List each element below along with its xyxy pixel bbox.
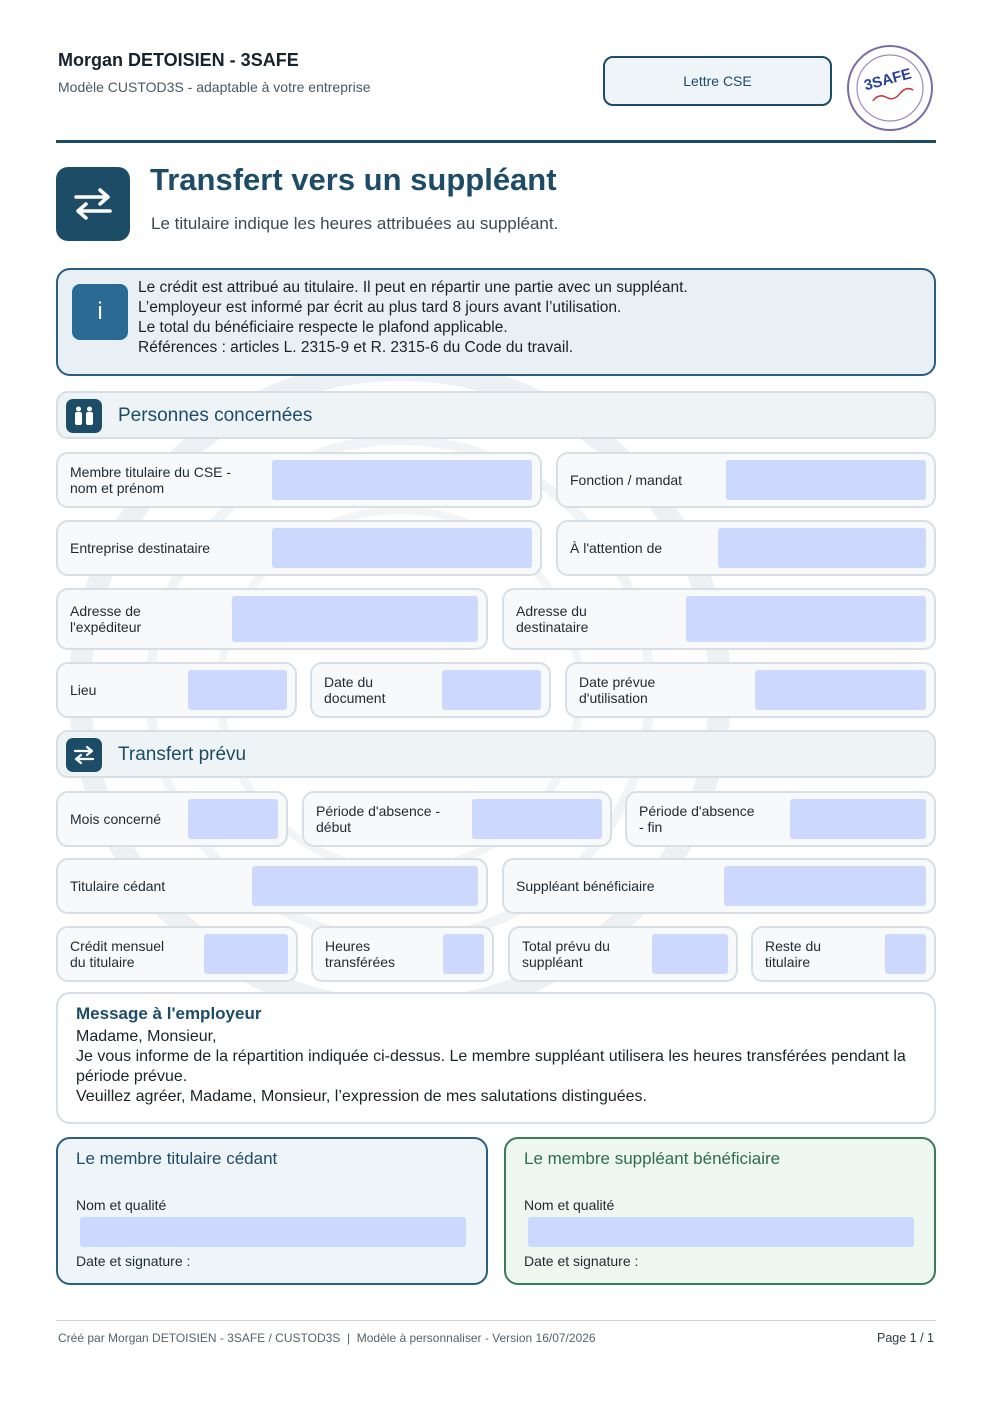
name-quality-label: Nom et qualité <box>524 1197 615 1213</box>
section-title: Personnes concernées <box>118 405 313 426</box>
suppleant-beneficiaire-input[interactable] <box>724 866 926 906</box>
info-line: Le total du bénéficiaire respecte le plafond applicable. <box>138 319 508 336</box>
titulaire-name-input[interactable] <box>272 460 532 500</box>
author-name: Morgan DETOISIEN - 3SAFE <box>58 50 299 70</box>
info-line: L’employeur est informé par écrit au plus tard 8 jours avant l’utilisation. <box>138 299 622 316</box>
credit-mensuel-input[interactable] <box>204 934 288 974</box>
people-icon <box>66 399 102 433</box>
field-label: Titulaire cédant <box>70 878 166 894</box>
field-adresse-expediteur <box>56 588 488 650</box>
date-signature-label: Date et signature : <box>524 1253 639 1269</box>
field-titulaire-cse <box>56 452 542 508</box>
info-line: Le crédit est attribué au titulaire. Il peut en répartir une partie avec un suppléant. <box>138 279 688 296</box>
field-periode-fin <box>625 791 936 847</box>
section-title: Transfert prévu <box>118 744 247 765</box>
page-subtitle: Le titulaire indique les heures attribuées au suppléant. <box>151 214 559 233</box>
page-number: Page 1 / 1 <box>877 1331 934 1345</box>
signature-suppleant <box>504 1137 936 1285</box>
date-document-input[interactable] <box>442 670 541 710</box>
company-stamp-logo <box>846 44 934 132</box>
name-quality-label: Nom et qualité <box>76 1197 167 1213</box>
field-heures-transferees <box>311 926 494 982</box>
field-label: Crédit mensuel du titulaire <box>70 938 165 970</box>
field-adresse-destinataire <box>502 588 936 650</box>
swap-arrows-icon <box>66 738 102 772</box>
field-label: Entreprise destinataire <box>70 540 211 556</box>
field-attention <box>556 520 936 576</box>
header <box>58 50 371 95</box>
fonction-input[interactable] <box>726 460 926 500</box>
message-body <box>76 1027 916 1107</box>
footer-divider <box>56 1320 936 1321</box>
lieu-input[interactable] <box>188 670 287 710</box>
date-utilisation-input[interactable] <box>755 670 926 710</box>
field-label: Adresse du destinataire <box>516 603 589 635</box>
periode-fin-input[interactable] <box>790 799 926 839</box>
field-periode-debut <box>302 791 612 847</box>
info-text <box>138 278 688 358</box>
titulaire-name-quality-input[interactable] <box>80 1217 466 1247</box>
field-fonction <box>556 452 936 508</box>
model-subtitle: Modèle CUSTOD3S - adaptable à votre entreprise <box>58 79 371 95</box>
field-credit-mensuel <box>56 926 298 982</box>
field-label: Période d'absence - début <box>316 803 441 835</box>
field-label: Date du document <box>324 674 386 706</box>
entreprise-input[interactable] <box>272 528 532 568</box>
info-box <box>56 268 936 376</box>
message-line: Veuillez agréer, Madame, Monsieur, l’expression de mes salutations distinguées. <box>76 1088 647 1105</box>
field-label: Date prévue d'utilisation <box>579 674 656 706</box>
field-reste-titulaire <box>751 926 936 982</box>
header-divider <box>56 140 936 143</box>
signature-titulaire <box>56 1137 488 1285</box>
field-label: Période d'absence - fin <box>639 803 755 835</box>
adresse-expediteur-input[interactable] <box>232 596 478 642</box>
field-total-prevu <box>508 926 738 982</box>
field-mois <box>56 791 288 847</box>
field-entreprise <box>56 520 542 576</box>
message-title: Message à l'employeur <box>76 1004 262 1023</box>
info-line: Références : articles L. 2315-9 et R. 2315-6 du Code du travail. <box>138 339 574 356</box>
stamp-text: 3SAFE <box>862 65 914 95</box>
field-label: Lieu <box>70 682 97 698</box>
field-suppleant-beneficiaire <box>502 858 936 914</box>
periode-debut-input[interactable] <box>472 799 602 839</box>
suppleant-name-quality-input[interactable] <box>528 1217 914 1247</box>
field-label: Adresse de l'expéditeur <box>70 603 142 635</box>
message-line: Madame, Monsieur, <box>76 1028 217 1045</box>
footer-credits: Créé par Morgan DETOISIEN - 3SAFE / CUSTOD3S | Modèle à personnaliser - Version 16/07/2026 <box>58 1331 596 1345</box>
signature-title: Le membre titulaire cédant <box>76 1149 278 1168</box>
swap-arrows-icon <box>56 167 130 241</box>
doc-type-badge: Lettre CSE <box>603 56 832 106</box>
message-line: Je vous informe de la répartition indiquée ci-dessus. Le membre suppléant utilisera les heures transférées pendant la période prévue. <box>76 1048 906 1085</box>
field-lieu <box>56 662 297 718</box>
employer-message <box>56 992 936 1124</box>
mois-input[interactable] <box>188 799 278 839</box>
section-transfer <box>56 730 936 778</box>
field-label: Membre titulaire du CSE - nom et prénom <box>70 464 232 496</box>
page-title: Transfert vers un suppléant <box>150 162 557 197</box>
adresse-destinataire-input[interactable] <box>686 596 926 642</box>
total-prevu-input[interactable] <box>652 934 728 974</box>
attention-input[interactable] <box>718 528 926 568</box>
info-icon: i <box>72 284 128 340</box>
titulaire-cedant-input[interactable] <box>252 866 478 906</box>
section-persons <box>56 391 936 439</box>
field-label: Total prévu du suppléant <box>522 938 610 970</box>
field-label: Mois concerné <box>70 811 162 827</box>
field-label: Fonction / mandat <box>570 472 683 488</box>
field-label: À l'attention de <box>570 540 663 556</box>
field-date-utilisation <box>565 662 936 718</box>
signature-title: Le membre suppléant bénéficiaire <box>524 1149 781 1168</box>
field-titulaire-cedant <box>56 858 488 914</box>
field-label: Reste du titulaire <box>765 938 822 970</box>
field-label: Suppléant bénéficiaire <box>516 878 655 894</box>
field-label: Heures transférées <box>325 938 396 970</box>
reste-titulaire-input[interactable] <box>885 934 926 974</box>
date-signature-label: Date et signature : <box>76 1253 191 1269</box>
field-date-document <box>310 662 551 718</box>
heures-transferees-input[interactable] <box>443 934 484 974</box>
